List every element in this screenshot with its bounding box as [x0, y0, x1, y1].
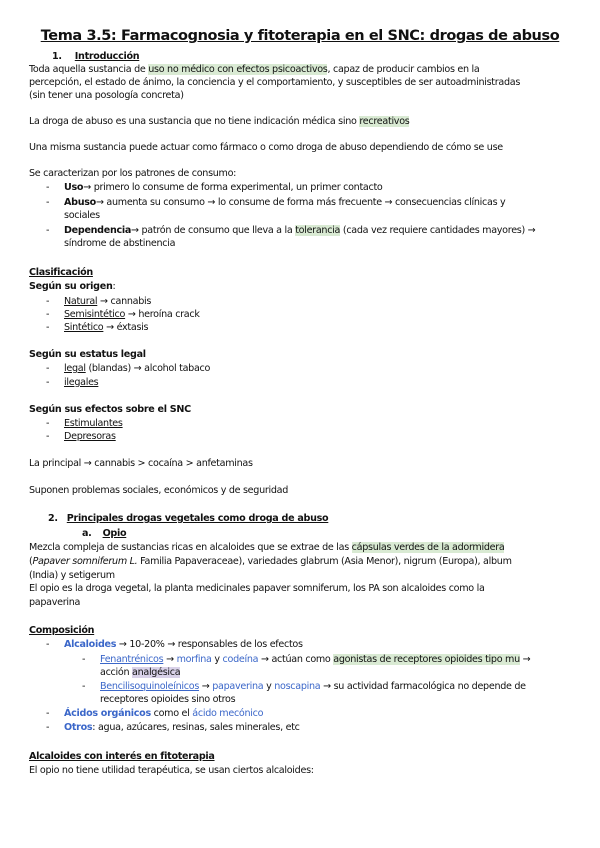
text: acción	[100, 667, 132, 678]
text: → actúan como	[258, 654, 334, 665]
highlight: agonistas de receptores opioides tipo mu	[333, 654, 520, 665]
subsection-heading: Alcaloides con interés en fitoterapia	[29, 751, 215, 762]
term: Ácidos orgánicos	[64, 708, 151, 719]
list-item	[64, 322, 148, 334]
highlight: uso no médico con efectos psicoactivos	[148, 64, 328, 75]
text: → aumenta su consumo → lo consume de forma más frecuente → consecuencias clínicas y	[95, 197, 506, 208]
bullet-dash: -	[82, 681, 86, 692]
term: Uso	[64, 182, 84, 193]
term: Natural	[64, 296, 98, 307]
term: Fenantrénicos	[100, 654, 164, 665]
term: Alcaloides	[64, 639, 117, 650]
subsection-heading: Composición	[29, 625, 95, 636]
bullet-dash: -	[46, 322, 50, 333]
section-1-heading	[52, 51, 139, 63]
paragraph	[29, 542, 504, 554]
paragraph: Se caracterizan por los patrones de consumo:	[29, 168, 237, 179]
list-item	[64, 639, 303, 651]
list-item: Depresoras	[64, 431, 116, 442]
text: Toda aquella sustancia de	[29, 64, 149, 75]
term: noscapina	[274, 681, 321, 692]
bullet-dash: -	[46, 363, 50, 374]
term: Otros	[64, 722, 93, 733]
text: Familia Papaveraceae), variedades glabrum (Asia Menor), nigrum (Europa), album	[137, 556, 512, 567]
bullet-dash: -	[46, 377, 50, 388]
list-item: Estimulantes	[64, 418, 123, 429]
text: →	[199, 681, 213, 692]
text: , capaz de producir cambios en la	[327, 64, 480, 75]
text: (blandas) → alcohol tabaco	[85, 363, 211, 374]
term: papaverina	[212, 681, 264, 692]
subsection-heading: Clasificación	[29, 267, 93, 278]
text: → cannabis	[97, 296, 152, 307]
term: morfina	[176, 654, 212, 665]
sub-title: Opio	[102, 528, 127, 539]
text: → éxtasis	[103, 322, 149, 333]
paragraph: Suponen problemas sociales, económicos y de seguridad	[29, 485, 289, 496]
text: →	[519, 654, 531, 665]
text: y	[211, 654, 223, 665]
bullet-dash: -	[46, 431, 50, 442]
group-title	[29, 281, 115, 293]
bullet-dash: -	[46, 296, 50, 307]
section-title: Principales drogas vegetales como droga de abuso	[66, 513, 329, 524]
term: ácido mecónico	[192, 708, 264, 719]
italic-text: Papaver somniferum L.	[32, 556, 138, 567]
list-item	[64, 182, 383, 194]
term: Abuso	[64, 197, 96, 208]
text: Mezcla compleja de sustancias ricas en alcaloides que se extrae de las	[29, 542, 352, 553]
list-item	[100, 681, 526, 693]
group-title: Según su estatus legal	[29, 349, 146, 360]
bullet-dash: -	[46, 722, 50, 733]
list-item	[64, 225, 535, 237]
text: → heroína crack	[125, 309, 200, 320]
highlight: analgésica	[132, 667, 181, 678]
list-item	[64, 309, 200, 321]
bullet-dash: -	[46, 225, 50, 236]
bullet-dash: -	[46, 418, 50, 429]
text: y	[263, 681, 275, 692]
paragraph-line: (India) y setigerum	[29, 570, 115, 581]
paragraph: Una misma sustancia puede actuar como fármaco o como droga de abuso dependiendo de cómo se use	[29, 142, 503, 153]
list-item-continuation	[100, 667, 180, 679]
term: ilegales	[64, 377, 99, 388]
text: Según su origen	[29, 281, 113, 292]
paragraph-line	[29, 556, 512, 568]
bullet-dash: -	[46, 197, 50, 208]
list-item	[64, 363, 210, 375]
highlight: recreativos	[359, 116, 410, 127]
list-item	[64, 296, 151, 308]
text: La droga de abuso es una sustancia que no tiene indicación médica sino	[29, 116, 360, 127]
group-title: Según sus efectos sobre el SNC	[29, 404, 191, 415]
paragraph-line: El opio es la droga vegetal, la planta medicinales papaver somniferum, los PA son alcaloides como la	[29, 583, 485, 594]
bullet-dash: -	[46, 182, 50, 193]
bullet-dash: -	[46, 639, 50, 650]
page-title: Tema 3.5: Farmacognosia y fitoterapia en el SNC: drogas de abuso	[40, 28, 560, 44]
highlight: tolerancia	[295, 225, 341, 236]
bullet-dash: -	[46, 309, 50, 320]
term: legal	[64, 363, 86, 374]
text: → patrón de consumo que lleva a la	[131, 225, 296, 236]
sub-letter: a.	[82, 528, 92, 539]
text: →	[163, 654, 177, 665]
paragraph-line: (sin tener una posología concreta)	[29, 90, 184, 101]
list-item-continuation: receptores opioides sino otros	[100, 694, 236, 705]
section-2-heading	[48, 513, 328, 525]
highlight: cápsulas verdes de la adormidera	[351, 542, 505, 553]
list-item	[64, 708, 263, 720]
bullet-dash: -	[82, 654, 86, 665]
paragraph	[29, 116, 409, 128]
paragraph-line: percepción, el estado de ánimo, la conciencia y el comportamiento, y susceptibles de ser autoadministradas	[29, 77, 521, 88]
list-item	[64, 377, 98, 389]
term: codeína	[222, 654, 259, 665]
term: Bencilisoquinoleínicos	[100, 681, 200, 692]
text: (cada vez requiere cantidades mayores) →	[340, 225, 536, 236]
text: → primero lo consume de forma experimental, un primer contacto	[83, 182, 383, 193]
list-item	[64, 722, 300, 734]
text: (	[29, 556, 33, 567]
text: → 10-20% → responsables de los efectos	[116, 639, 303, 650]
text: → su actividad farmacológica no depende de	[320, 681, 526, 692]
section-number: 1.	[52, 51, 62, 62]
text: como el	[150, 708, 193, 719]
bullet-dash: -	[46, 708, 50, 719]
paragraph-line: papaverina	[29, 597, 81, 608]
term: Sintético	[64, 322, 104, 333]
term: Dependencia	[64, 225, 132, 236]
text: : agua, azúcares, resinas, sales minerales, etc	[92, 722, 300, 733]
list-item	[100, 654, 530, 666]
list-item	[64, 197, 505, 209]
list-item-continuation: síndrome de abstinencia	[64, 238, 176, 249]
subsection-heading	[82, 528, 126, 540]
paragraph: El opio no tiene utilidad terapéutica, se usan ciertos alcaloides:	[29, 765, 314, 776]
paragraph	[29, 64, 479, 76]
list-item-continuation: sociales	[64, 210, 100, 221]
section-title: Introducción	[74, 51, 140, 62]
term: Semisintético	[64, 309, 126, 320]
section-number: 2.	[48, 513, 58, 524]
text: :	[112, 281, 116, 292]
paragraph: La principal → cannabis > cocaína > anfetaminas	[29, 458, 253, 469]
